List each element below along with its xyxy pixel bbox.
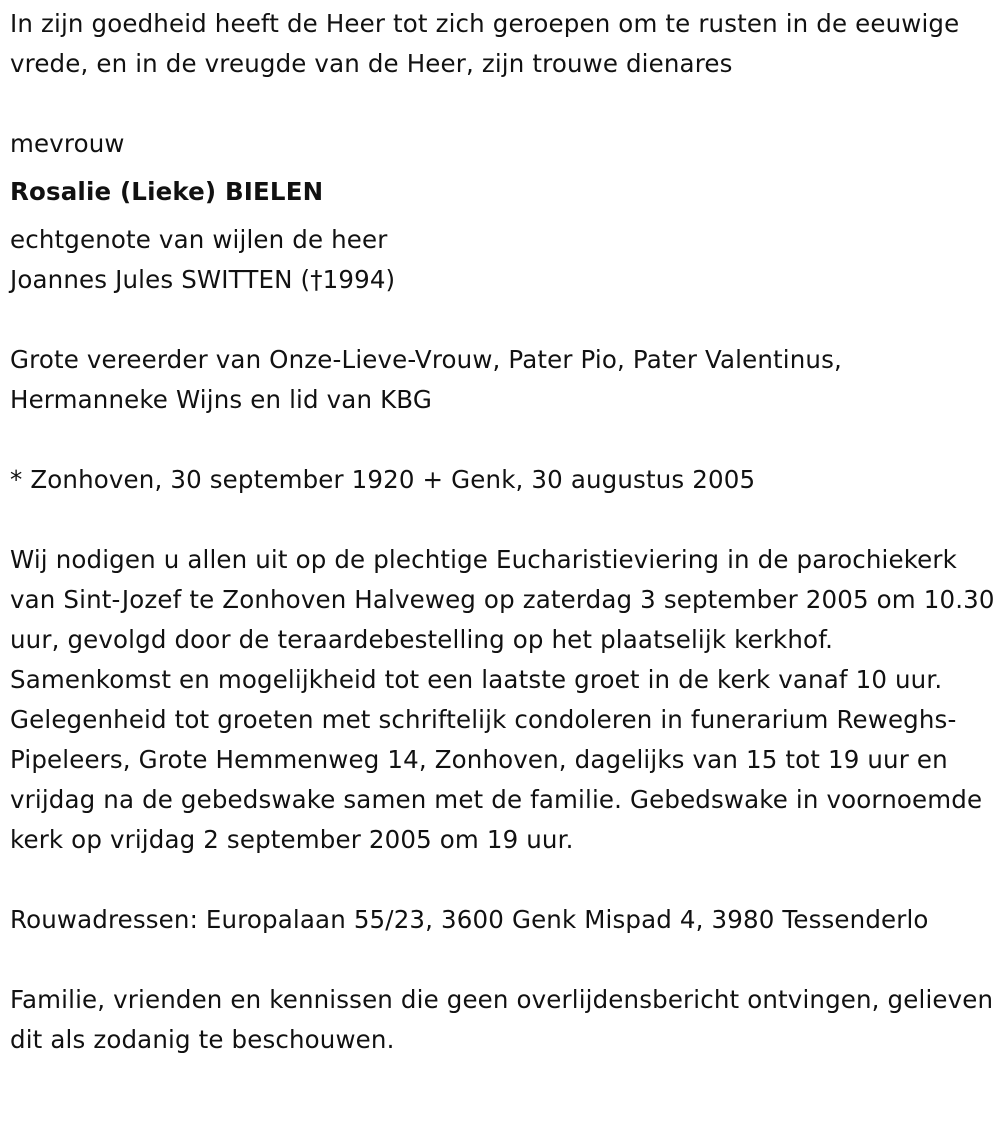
death-notice	[10, 4, 995, 1060]
closing-paragraph: Familie, vrienden en kennissen die geen overlijdensbericht ontvingen, gelieven dit als zodanig te beschouwen.	[10, 985, 994, 1054]
cross-icon: †	[310, 265, 323, 294]
salutation: mevrouw	[10, 129, 125, 158]
devotion-paragraph: Grote vereerder van Onze-Lieve-Vrouw, Pater Pio, Pater Valentinus, Hermanneke Wijns en lid van KBG	[10, 345, 842, 414]
addresses-line: Rouwadressen: Europalaan 55/23, 3600 Genk Mispad 4, 3980 Tessenderlo	[10, 905, 929, 934]
spacer	[10, 300, 995, 340]
spacer	[10, 860, 995, 900]
deceased-name: Rosalie (Lieke) BIELEN	[10, 177, 324, 206]
spouse-intro: echtgenote van wijlen de heer	[10, 225, 388, 254]
spouse-name: Joannes Jules SWITTEN (	[10, 265, 311, 294]
ceremony-paragraph: Wij nodigen u allen uit op de plechtige Eucharistieviering in de parochiekerk van Sint-Jozef te Zonhoven Halveweg op zaterdag 3 september 2005 om 10.30 uur, gevolgd door de teraardebestelling op het plaatselijk kerkhof. Samenkomst en mogelijkheid tot een laatste groet in de kerk vanaf 10 uur. Gelegenheid tot groeten met schriftelijk condoleren in funerarium Reweghs-Pipeleers, Grote Hemmenweg 14, Zonhoven, dagelijks van 15 tot 19 uur en vrijdag na de gebedswake samen met de familie. Gebedswake in voornoemde kerk op vrijdag 2 september 2005 om 19 uur.	[10, 545, 995, 854]
spouse-death-year: 1994)	[322, 265, 396, 294]
spouse-line	[10, 260, 995, 300]
birth-death-line: * Zonhoven, 30 september 1920 + Genk, 30 augustus 2005	[10, 465, 756, 494]
spacer	[10, 500, 995, 540]
intro-paragraph: In zijn goedheid heeft de Heer tot zich geroepen om te rusten in de eeuwige vrede, en in de vreugde van de Heer, zijn trouwe dienares	[10, 9, 960, 78]
spacer	[10, 84, 995, 124]
spacer	[10, 420, 995, 460]
spacer	[10, 940, 995, 980]
